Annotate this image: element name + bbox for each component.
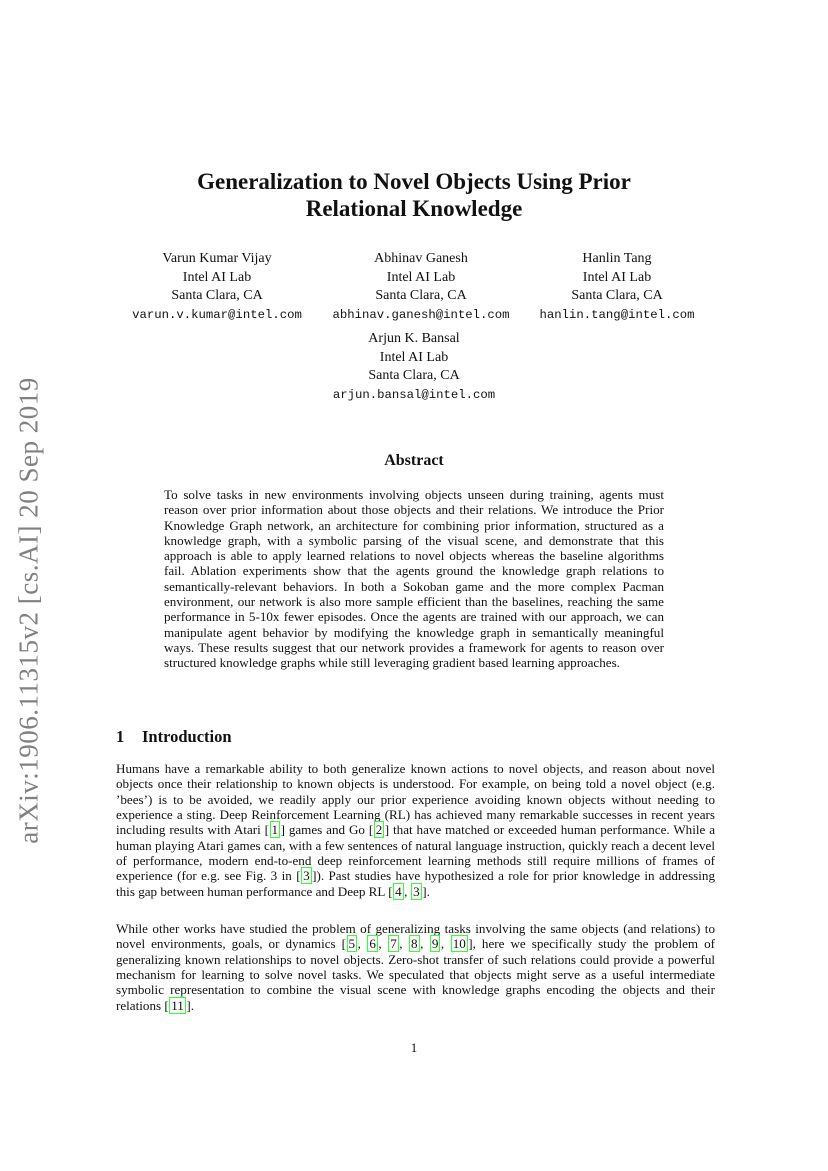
citation-link[interactable]: 8 xyxy=(411,936,418,952)
author-affiliation: Intel AI Lab xyxy=(582,269,652,285)
paragraph-text: that have matched or exceeded human performance. While a human playing Atari games can, with a few sentences of natural language instruction, quickly reach a decent level of performance, modern end-to-end deep reinforcement learning methods still require millions of frames of experience (for e.g. see Fig. 3 in xyxy=(116,822,716,884)
author-email[interactable]: arjun.bansal@intel.com xyxy=(332,387,496,402)
citation-link[interactable]: 10 xyxy=(452,936,466,952)
author-affiliation: Intel AI Lab xyxy=(379,349,449,365)
paragraph-text: Humans have a remarkable ability to both generalize known actions to novel objects, and reason about novel objects once their relationship to known objects is understood. For example, on being told a novel object (e.g. ’bees’) is to be avoided, we readily apply our prior experience avoiding known objects without needing to experience a sting. Deep Reinforcement Learning (RL) has achieved many remarkable successes in recent years including results with Atari xyxy=(116,761,715,838)
abstract-text: To solve tasks in new environments involving objects unseen during training, agents must reason over prior information about those objects and their relations. We introduce the Prior Knowledge Graph network, an architecture for combining prior information, structured as a knowledge graph, with a symbolic parsing of the visual scene, and demonstrate that this approach is able to apply learned relations to novel objects whereas the baseline algorithms fail. Ablation experiments show that the agents ground the knowledge graph relations to semantically-relevant behaviors. In both a Sokoban game and the more complex Pacman environment, our network is also more sample efficient than the baselines, reaching the same performance in 5-10x fewer episodes. Once the agents are trained with our approach, we can manipulate agent behavior by modifying the knowledge graph in semantically meaningful ways. These results suggest that our network provides a framework for agents to reason over structured knowledge graphs while still leveraging gradient based learning approaches. xyxy=(164,487,664,671)
author-block-2 xyxy=(311,250,531,324)
author-name: Hanlin Tang xyxy=(582,251,652,266)
author-email[interactable]: hanlin.tang@intel.com xyxy=(539,307,695,322)
citation-link[interactable]: 3 xyxy=(413,883,420,899)
author-name: Arjun K. Bansal xyxy=(368,331,460,346)
section-number: 1 xyxy=(116,727,125,746)
paragraph-text: ). Past studies have hypothesized a role for prior knowledge in addressing this gap between human performance and Deep RL xyxy=(116,868,715,899)
author-affiliation: Intel AI Lab xyxy=(182,269,252,285)
section-title: Introduction xyxy=(142,727,232,746)
author-block-4 xyxy=(304,330,524,404)
paragraph-text: , here we specifically study the problem of generalizing known relationships to novel objects. Zero-shot transfer of such relations could provide a powerful mechanism for learning to solve novel tasks. We speculated that objects might serve as a useful intermediate symbolic representation to combine the visual scene with knowledge graphs encoding the objects and their relations xyxy=(116,936,716,1013)
citation-link[interactable]: 5 xyxy=(348,936,356,952)
author-name: Abhinav Ganesh xyxy=(374,251,468,266)
paragraph-text: games and Go xyxy=(284,822,369,838)
author-location: Santa Clara, CA xyxy=(171,288,263,303)
citation-link[interactable]: 9 xyxy=(431,936,439,952)
arxiv-identifier: arXiv:1906.11315v2 [cs.AI] 20 Sep 2019 xyxy=(13,376,44,844)
title-line-1: Generalization to Novel Objects Using Prior xyxy=(197,169,631,194)
citation-link[interactable]: 4 xyxy=(395,883,402,899)
author-email[interactable]: varun.v.kumar@intel.com xyxy=(132,307,302,322)
title-line-2: Relational Knowledge xyxy=(305,196,523,221)
citation-link[interactable]: 2 xyxy=(375,822,383,838)
intro-paragraph-1: Humans have a remarkable ability to both generalize known actions to novel objects, and reason about novel objects once their relationship to known objects is understood. For example, on being told a novel object (e.g. ’bees’) is to be avoided, we readily apply our prior experience avoiding known objects without needing to experience a sting. Deep Reinforcement Learning (RL) has achieved many remarkable successes in recent years including results with Atari [ 1 ] games and Go [ 2 ] that have matched or exceeded human performance. While a human playing Atari games can, with a few sentences of natural language instruction, quickly reach a decent level of performance, modern end-to-end deep reinforcement learning methods still require millions of frames of experience (for e.g. see Fig. 3 in [ 3 ]). Past studies have hypothesized a role for prior knowledge in addressing this gap between human performance and Deep RL [ 4 , 3 ]. xyxy=(116,761,716,899)
citation-link[interactable]: 3 xyxy=(303,868,310,884)
author-name: Varun Kumar Vijay xyxy=(162,251,272,266)
page-number: 1 xyxy=(410,1040,418,1055)
citation-link[interactable]: 7 xyxy=(390,936,397,952)
intro-paragraph-2: While other works have studied the problem of generalizing tasks involving the same objects (and relations) to novel environments, goals, or dynamics [ 5 , 6 , 7 , 8 , 9 , 10 ], here we specifically study the problem of generalizing known relationships to novel objects. Zero-shot transfer of such relations could provide a powerful mechanism for learning to solve novel tasks. We speculated that objects might serve as a useful intermediate symbolic representation to combine the visual scene with knowledge graphs encoding the objects and their relations [ 11 ]. xyxy=(116,921,716,1013)
author-location: Santa Clara, CA xyxy=(571,288,663,303)
citation-link[interactable]: 6 xyxy=(369,936,376,952)
author-affiliation: Intel AI Lab xyxy=(386,269,456,285)
citation-link[interactable]: 1 xyxy=(271,822,279,838)
author-location: Santa Clara, CA xyxy=(368,368,460,383)
citation-link[interactable]: 11 xyxy=(171,997,184,1013)
abstract-heading: Abstract xyxy=(384,452,444,469)
paragraph-text: While other works have studied the problem of generalizing tasks involving the same objects (and relations) to novel environments, goals, or dynamics xyxy=(116,921,715,952)
arxiv-stamp xyxy=(8,372,50,848)
author-email[interactable]: abhinav.ganesh@intel.com xyxy=(332,307,510,322)
author-location: Santa Clara, CA xyxy=(375,288,467,303)
author-block-3 xyxy=(507,250,727,324)
paper-title xyxy=(100,168,728,222)
section-heading xyxy=(116,727,232,747)
paragraph-text: . xyxy=(426,883,430,899)
paragraph-text: . xyxy=(190,997,195,1013)
author-block-1 xyxy=(107,250,327,324)
